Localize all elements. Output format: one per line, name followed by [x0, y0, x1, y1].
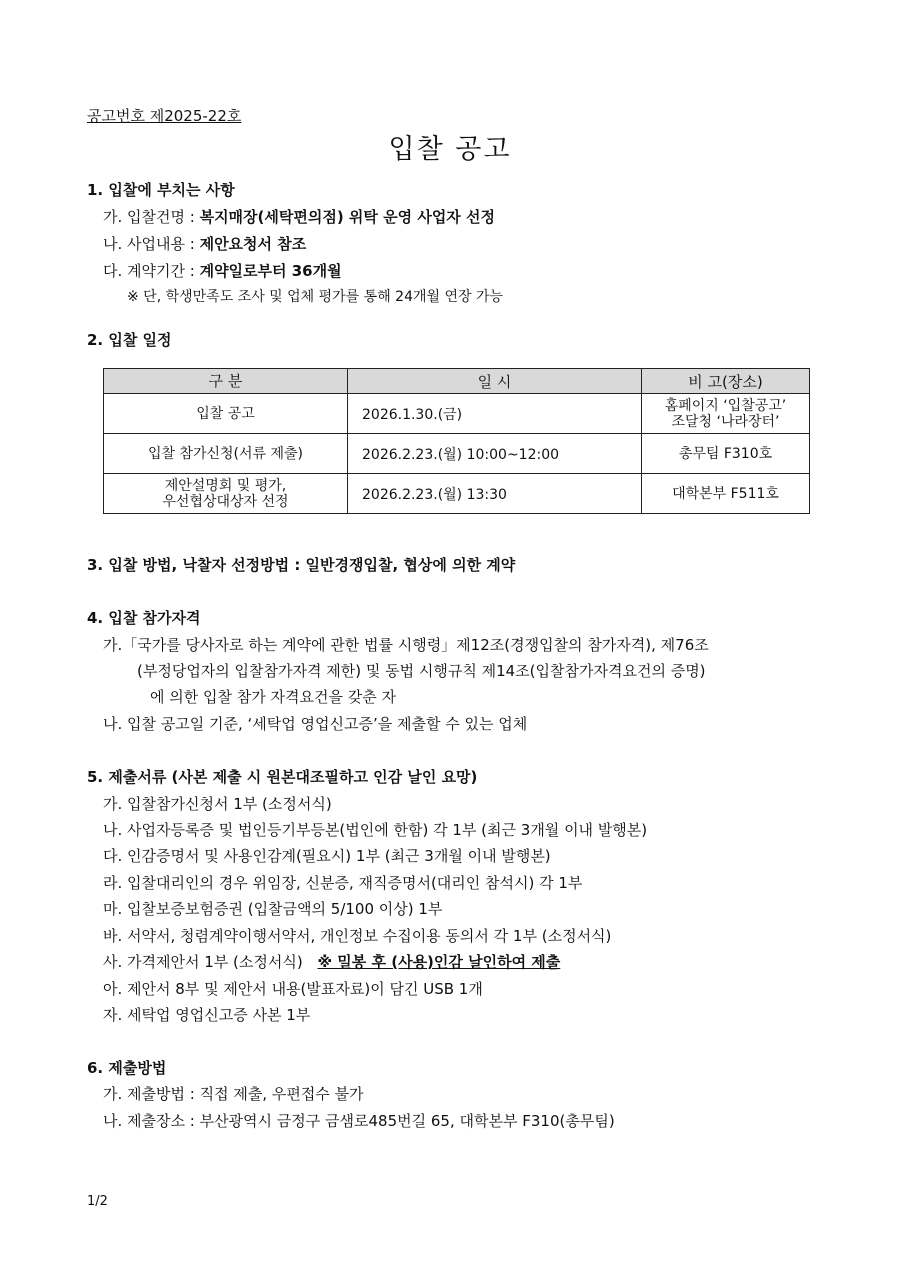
s4-item-a-line2: (부정당업자의 입찰참가자격 제한) 및 동법 시행규칙 제14조(입찰참가자격요건의 증명): [137, 662, 706, 680]
section-2-heading: 2. 입찰 일정: [87, 331, 172, 349]
s5-item: 나. 사업자등록증 및 법인등기부등본(법인에 한함) 각 1부 (최근 3개월 이내 발행본): [103, 821, 648, 839]
table-cell-datetime: 2026.1.30.(금): [348, 394, 642, 434]
s6-item-b: 나. 제출장소 : 부산광역시 금정구 금샘로485번길 65, 대학본부 F310(총무팀): [103, 1112, 615, 1130]
s5-item: 바. 서약서, 청렴계약이행서약서, 개인정보 수집이용 동의서 각 1부 (소정서식): [103, 927, 612, 945]
section-1-heading: 1. 입찰에 부치는 사항: [87, 181, 235, 199]
table-row: [104, 474, 810, 514]
schedule-table: [103, 368, 810, 514]
note-line: 홈페이지 ‘입찰공고’: [664, 397, 787, 414]
s1-item-a: [103, 207, 495, 227]
s1-item-a-value: 복지매장(세탁편의점) 위탁 운영 사업자 선정: [199, 208, 495, 226]
table-cell-datetime: 2026.2.23.(월) 10:00~12:00: [348, 434, 642, 474]
s4-item-b: 나. 입찰 공고일 기준, ‘세탁업 영업신고증’을 제출할 수 있는 업체: [103, 715, 528, 733]
s5-item-sa: [103, 952, 560, 972]
section-4-heading: 4. 입찰 참가자격: [87, 609, 201, 627]
s5-item: 가. 입찰참가신청서 1부 (소정서식): [103, 795, 332, 813]
table-cell-note: [642, 394, 810, 434]
s4-item-a-line3: 에 의한 입찰 참가 자격요건을 갖춘 자: [150, 688, 396, 706]
s1-note: ※ 단, 학생만족도 조사 및 업체 평가를 통해 24개월 연장 가능: [127, 289, 504, 305]
s5-item-sa-text: 사. 가격제안서 1부 (소정서식): [103, 953, 303, 971]
s1-item-c-label: 다. 계약기간 :: [103, 262, 200, 280]
s5-item: 아. 제안서 8부 및 제안서 내용(발표자료)이 담긴 USB 1개: [103, 980, 483, 998]
table-header-row: [104, 369, 810, 394]
page-title: 입찰 공고: [388, 134, 512, 165]
table-cell-category: 입찰 참가신청(서류 제출): [104, 434, 348, 474]
s1-item-a-label: 가. 입찰건명 :: [103, 208, 200, 226]
table-cell-category: [104, 474, 348, 514]
s5-item: 다. 인감증명서 및 사용인감계(필요시) 1부 (최근 3개월 이내 발행본): [103, 847, 551, 865]
section-3-heading: 3. 입찰 방법, 낙찰자 선정방법 : 일반경쟁입찰, 협상에 의한 계약: [87, 556, 516, 574]
s5-item: 라. 입찰대리인의 경우 위임장, 신분증, 재직증명서(대리인 참석시) 각 1부: [103, 874, 583, 892]
s1-item-b-label: 나. 사업내용 :: [103, 235, 200, 253]
table-header: 구 분: [104, 369, 348, 394]
table-cell-note: 총무팀 F310호: [642, 434, 810, 474]
table-cell-datetime: 2026.2.23.(월) 13:30: [348, 474, 642, 514]
page-number: 1/2: [87, 1194, 108, 1209]
s1-item-b: [103, 234, 306, 254]
table-row: [104, 394, 810, 434]
s1-item-c: [103, 261, 342, 281]
s5-item: 마. 입찰보증보험증권 (입찰금액의 5/100 이상) 1부: [103, 900, 443, 918]
table-header: 일 시: [348, 369, 642, 394]
s1-item-b-value: 제안요청서 참조: [199, 235, 307, 253]
s6-item-a: 가. 제출방법 : 직접 제출, 우편접수 불가: [103, 1085, 364, 1103]
category-line: 우선협상대상자 선정: [162, 493, 289, 510]
table-row: [104, 434, 810, 474]
s5-item-sa-emphasis: ※ 밀봉 후 (사용)인감 날인하여 제출: [317, 953, 561, 971]
table-header: 비 고(장소): [642, 369, 810, 394]
table-cell-note: 대학본부 F511호: [642, 474, 810, 514]
section-6-heading: 6. 제출방법: [87, 1059, 167, 1077]
table-cell-category: 입찰 공고: [104, 394, 348, 434]
notice-number: 공고번호 제2025-22호: [87, 107, 242, 125]
note-line: 조달청 ‘나라장터’: [671, 413, 780, 430]
category-line: 제안설명회 및 평가,: [164, 477, 287, 494]
s4-item-a-line1: 가.「국가를 당사자로 하는 계약에 관한 법률 시행령」제12조(경쟁입찰의 참가자격), 제76조: [103, 636, 709, 654]
s1-item-c-value: 계약일로부터 36개월: [199, 262, 342, 280]
section-5-heading: 5. 제출서류 (사본 제출 시 원본대조필하고 인감 날인 요망): [87, 768, 478, 786]
s5-item: 자. 세탁업 영업신고증 사본 1부: [103, 1006, 311, 1024]
